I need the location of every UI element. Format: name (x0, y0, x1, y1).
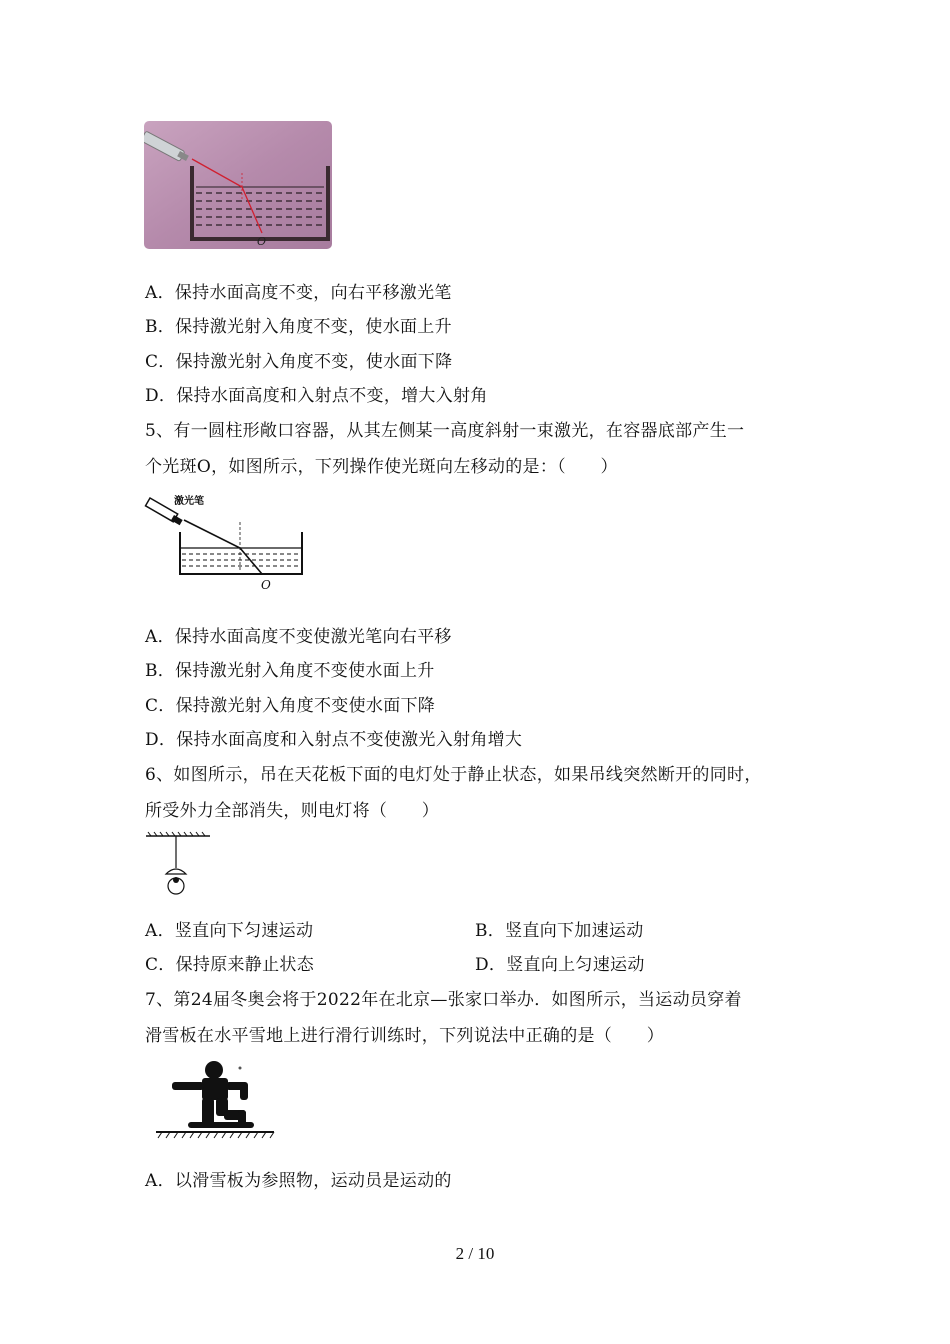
q6-question-line1: 6、如图所示，吊在天花板下面的电灯处于静止状态，如果吊线突然断开的同时， (145, 765, 762, 785)
q6-option-c: C．保持原来静止状态 (145, 955, 315, 975)
q6-option-b: B．竖直向下加速运动 (475, 921, 644, 941)
q6-option-a: A．竖直向下匀速运动 (145, 921, 314, 941)
q5-question-line1: 5、有一圆柱形敞口容器，从其左侧某一高度斜射一束激光，在容器底部产生一 (145, 421, 745, 441)
skier-diagram (152, 1058, 277, 1143)
q7-option-a: A．以滑雪板为参照物，运动员是运动的 (145, 1171, 452, 1191)
q4-option-a: A．保持水面高度不变，向右平移激光笔 (145, 283, 452, 303)
laser-tank-photo-figure (144, 121, 332, 249)
q5-question-line2: 个光斑O，如图所示，下列操作使光斑向左移动的是：（ ） (145, 457, 618, 477)
hanging-lamp-diagram (144, 830, 214, 900)
q6-option-d: D．竖直向上匀速运动 (475, 955, 645, 975)
q5-option-c: C．保持激光射入角度不变使水面下降 (145, 696, 436, 716)
laser-pen-label: 激光笔 (174, 496, 204, 507)
light-bulb-icon (166, 869, 186, 894)
spot-label: O (261, 578, 271, 592)
spot-label: O (257, 235, 267, 248)
q6-question-line2: 所受外力全部消失，则电灯将（ ） (145, 801, 440, 821)
q4-option-c: C．保持激光射入角度不变，使水面下降 (145, 352, 453, 372)
page-number: 2 / 10 (455, 1244, 495, 1263)
laser-tank-diagram (144, 492, 314, 592)
q7-question-line1: 7、第24届冬奥会将于2022年在北京—张家口举办．如图所示，当运动员穿着 (145, 990, 742, 1010)
q7-question-line2: 滑雪板在水平雪地上进行滑行训练时，下列说法中正确的是（ ） (145, 1026, 664, 1046)
q5-option-d: D．保持水面高度和入射点不变使激光入射角增大 (145, 730, 523, 750)
q4-option-d: D．保持水面高度和入射点不变，增大入射角 (145, 386, 488, 406)
q5-option-a: A．保持水面高度不变使激光笔向右平移 (145, 627, 452, 647)
q5-option-b: B．保持激光射入角度不变使水面上升 (145, 661, 435, 681)
q4-option-b: B．保持激光射入角度不变，使水面上升 (145, 317, 452, 337)
skier-icon (172, 1061, 254, 1128)
